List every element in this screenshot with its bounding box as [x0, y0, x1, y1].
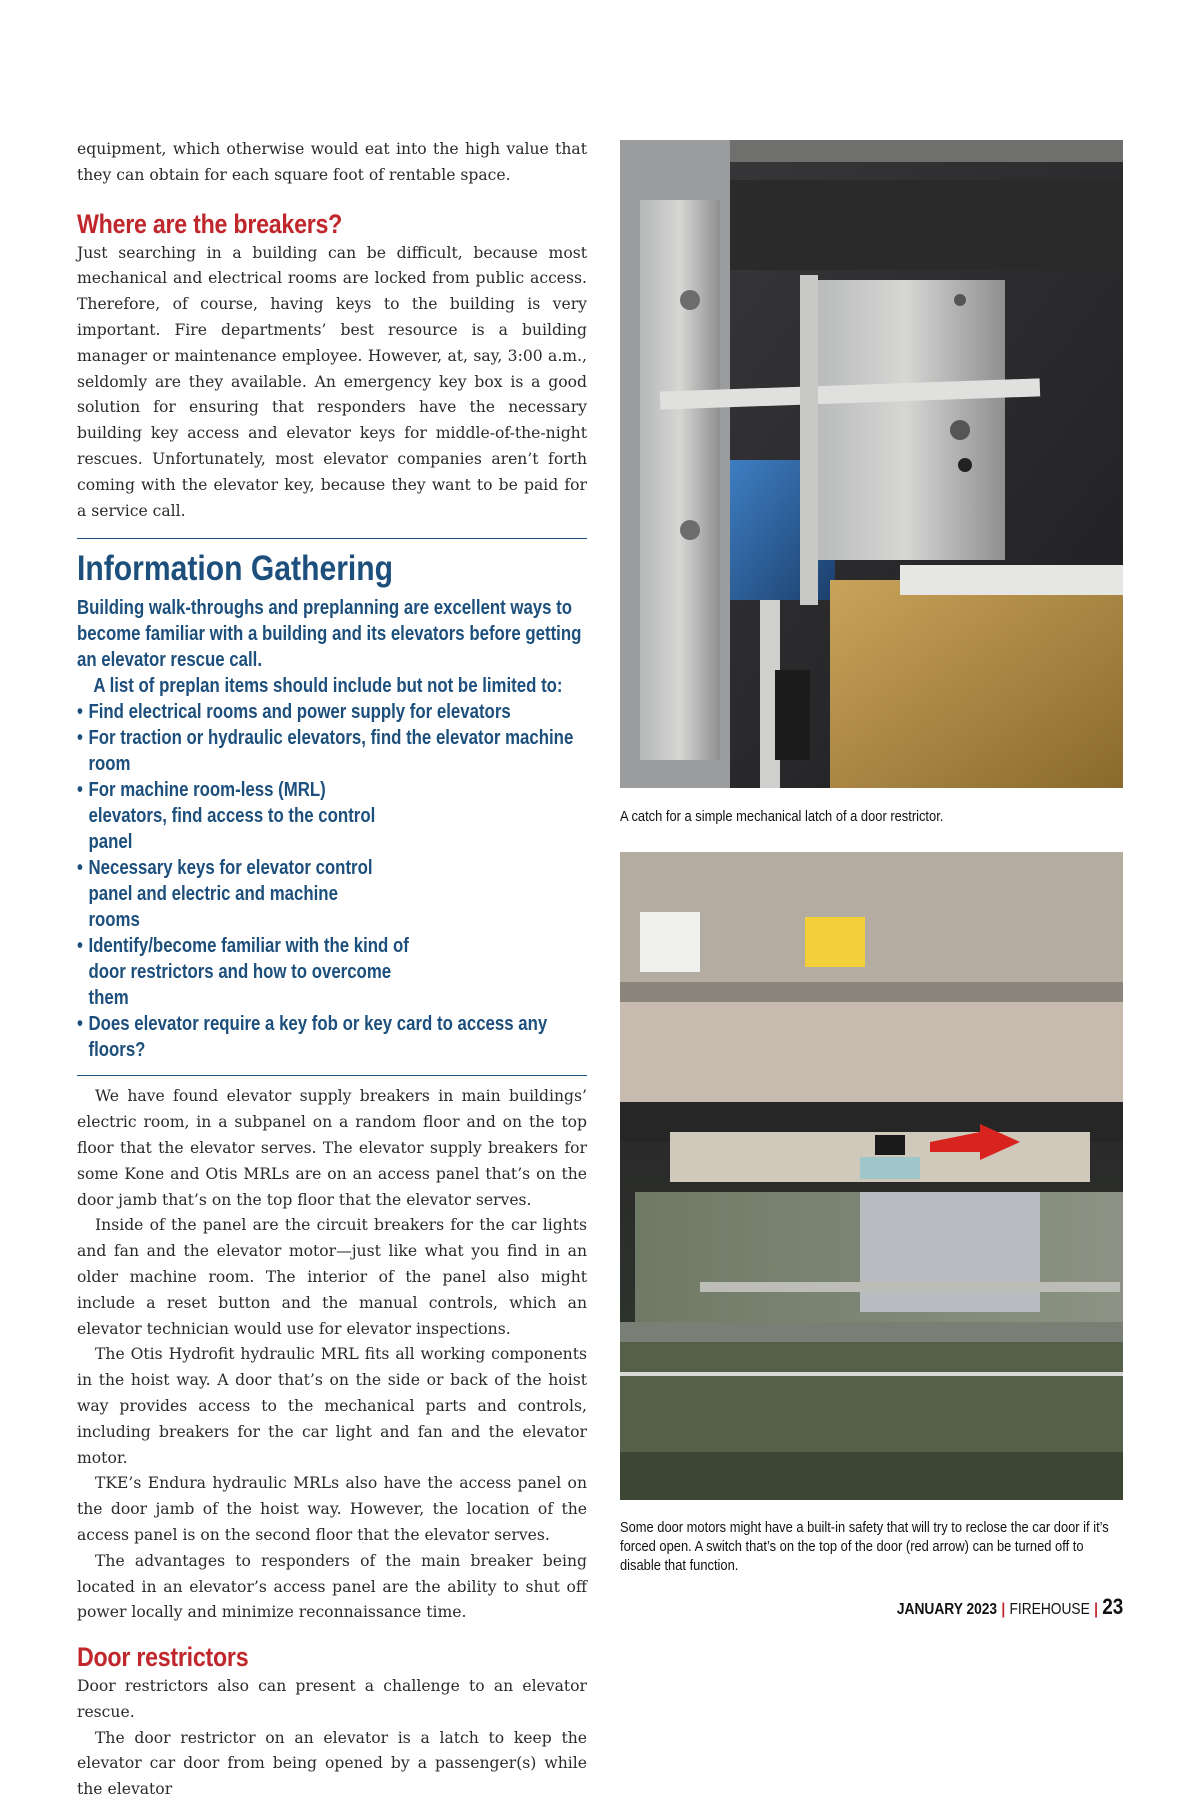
- body-paragraph: The advantages to responders of the main breaker being located in an elevator’s access panel are the ability to shut off power locally and minimize reconnaissance time.: [77, 1551, 587, 1622]
- photo-image: [620, 140, 1123, 788]
- breakers-paragraph: Just searching in a building can be difficult, because most mechanical and electrical rooms are locked from public access. Therefore, of course, having keys to the building is very important. Fire departments’ best resource is a building manager or maintenance employee. However, at, say, 3:00 a.m., seldomly are they available. An emergency key box is a good solution for ensuring that responders have the necessary building key access and elevator keys for middle-of-the-night rescues. Unfortunately, most elevator companies aren’t forth coming with the elevator key, because they want to be paid for a service call.: [77, 243, 587, 520]
- sidebar-intro: Building walk-throughs and preplanning are excellent ways to become familiar with a building and its elevators before getting an elevator rescue call.: [77, 596, 582, 672]
- footer-separator: |: [1093, 1601, 1098, 1618]
- body-paragraph: We have found elevator supply breakers in main buildings’ electric room, in a subpanel on a random floor and on the top floor that the elevator serves. The elevator supply breakers for some Kone and Otis MRLs are on an access panel that’s on the door jamb that’s on the top floor that the elevator serves.: [77, 1087, 587, 1209]
- section-heading-breakers: Where are the breakers?: [77, 208, 343, 239]
- list-item: • For traction or hydraulic elevators, find the elevator machine room: [77, 725, 587, 777]
- list-item: • Does elevator require a key fob or key card to access any floors?: [77, 1011, 587, 1063]
- body-paragraph: Inside of the panel are the circuit breakers for the car lights and fan and the elevator motor—just like what you find in an older machine room. The interior of the panel also might include a reset button and the manual controls, which an elevator technician would use for elevator inspections.: [77, 1216, 587, 1338]
- footer-magazine: FIREHOUSE: [1009, 1601, 1090, 1618]
- footer-separator: |: [1001, 1601, 1005, 1618]
- photo-door-restrictor-catch: [620, 140, 1123, 788]
- section-heading-door-restrictors: Door restrictors: [77, 1642, 249, 1673]
- door-restrictors-paragraph: The door restrictor on an elevator is a latch to keep the elevator car door from being opened by a passenger(s) while the elevator: [77, 1728, 587, 1799]
- page-footer: [897, 1594, 1123, 1620]
- sidebar-list-intro: A list of preplan items should include but not be limited to:: [93, 674, 563, 698]
- info-gathering-sidebar: [77, 538, 587, 1076]
- list-item: • Necessary keys for elevator control panel and electric and machine rooms: [77, 855, 384, 933]
- body-paragraph: TKE’s Endura hydraulic MRLs also have the access panel on the door jamb of the hoist way. However, the location of the access panel is on the second floor that the elevator serves.: [77, 1474, 587, 1544]
- photo2-caption: Some door motors might have a built-in safety that will try to reclose the car door if it’s forced open. A switch that’s on the top of the door (red arrow) can be turned off to disable that function.: [620, 1519, 1109, 1574]
- list-item: • Find electrical rooms and power supply for elevators: [77, 699, 587, 725]
- preplan-list: [77, 699, 587, 1063]
- list-item: • For machine room-less (MRL) elevators, find access to the control panel: [77, 777, 395, 855]
- sidebar-heading: Information Gathering: [77, 549, 394, 589]
- footer-date: JANUARY 2023: [896, 1601, 997, 1618]
- list-item: • Identify/become familiar with the kind of door restrictors and how to overcome them: [77, 933, 415, 1011]
- photo-door-motor-switch: [620, 852, 1123, 1500]
- door-restrictors-paragraph: Door restrictors also can present a challenge to an elevator rescue.: [77, 1677, 587, 1721]
- page-number: 23: [1101, 1594, 1123, 1619]
- photo-image: [620, 852, 1123, 1500]
- photo1-caption: A catch for a simple mechanical latch of a door restrictor.: [620, 808, 944, 825]
- body-text: [77, 1084, 587, 1626]
- left-column: [77, 137, 587, 1803]
- intro-paragraph: equipment, which otherwise would eat into the high value that they can obtain for each square foot of rentable space.: [77, 140, 587, 184]
- body-paragraph: The Otis Hydrofit hydraulic MRL fits all working components in the hoist way. A door that’s on the side or back of the hoist way provides access to the mechanical parts and controls, including breakers for the car light and fan and the elevator motor.: [77, 1345, 587, 1467]
